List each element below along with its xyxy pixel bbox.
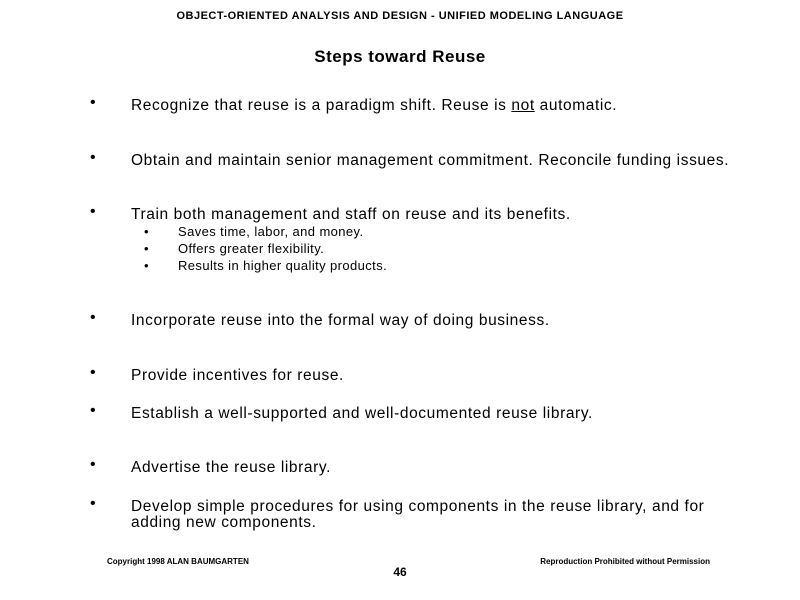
bullet-text: Provide incentives for reuse. (131, 367, 344, 384)
sub-bullet-text: Results in higher quality products. (178, 258, 388, 273)
bullet-item (90, 149, 730, 169)
bullet-text: Develop simple procedures for using components in the reuse library, and for adding new components. (131, 498, 705, 531)
bullet-item (90, 456, 730, 476)
bullet-text: Obtain and maintain senior management commitment. Reconcile funding issues. (131, 152, 730, 169)
bullet-text: Establish a well-supported and well-documented reuse library. (131, 405, 593, 422)
bullet-item (90, 203, 730, 274)
bullet-icon: • (90, 456, 97, 473)
page-number: 46 (393, 565, 407, 579)
bullet-item (90, 495, 730, 531)
bullet-text: automatic. (534, 97, 618, 114)
copyright-footer: Copyright 1998 ALAN BAUMGARTEN (107, 557, 249, 566)
sub-bullet-text: Saves time, labor, and money. (178, 224, 364, 239)
bullet-icon: • (90, 203, 97, 220)
bullet-icon: • (90, 309, 97, 326)
sub-bullet: • Offers greater flexibility. (144, 241, 325, 256)
bullet-icon: • (90, 364, 97, 381)
page-title: Steps toward Reuse (314, 47, 486, 66)
bullet-item (90, 364, 730, 384)
bullet-item (90, 94, 730, 114)
bullet-icon: • (90, 402, 97, 419)
bullet-text: Advertise the reuse library. (131, 459, 332, 476)
bullet-icon: • (90, 94, 97, 111)
bullet-text: Incorporate reuse into the formal way of doing business. (131, 312, 550, 329)
bullet-item (90, 402, 730, 422)
sub-bullet-text: Offers greater flexibility. (178, 241, 325, 256)
document-header: OBJECT-ORIENTED ANALYSIS AND DESIGN - UNIFIED MODELING LANGUAGE (176, 10, 624, 22)
bullet-icon: • (90, 149, 97, 166)
bullet-text: Recognize that reuse is a paradigm shift. Reuse is (131, 97, 512, 114)
bullet-text: Train both management and staff on reuse and its benefits. (131, 206, 571, 223)
emphasis-text: not (511, 97, 535, 114)
sub-bullet: • Saves time, labor, and money. (144, 224, 364, 239)
bullet-icon: • (90, 495, 97, 512)
bullet-item (90, 309, 730, 329)
reproduction-notice: Reproduction Prohibited without Permission (540, 557, 710, 566)
sub-bullet: • Results in higher quality products. (144, 258, 388, 273)
